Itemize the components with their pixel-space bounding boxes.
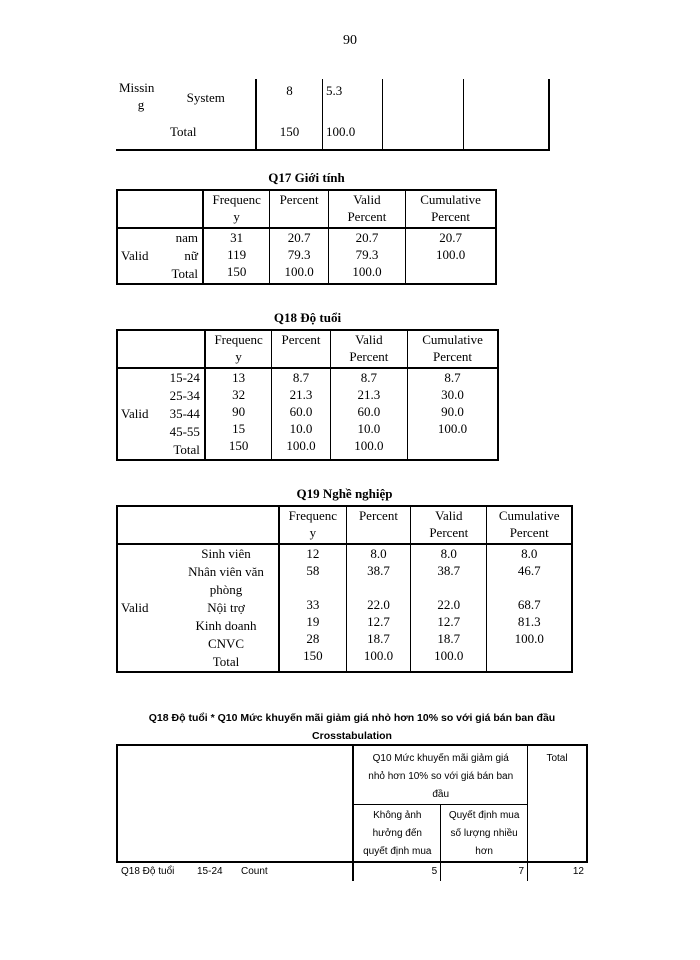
q17-cum-col: 20.7 100.0: [406, 228, 496, 284]
q18-title: Q18 Độ tuổi: [273, 310, 342, 325]
q18-table: [116, 329, 499, 461]
q19-freq-col: 12 58 33 19 28 150: [279, 544, 346, 672]
q19-table: [116, 505, 573, 673]
q19-header-percent: Percent: [346, 506, 411, 544]
crosstab-col2-header: Quyết định mua số lượng nhiều hơn: [441, 805, 528, 863]
crosstab-row-header: [117, 862, 353, 881]
q17-title: Q17 Giới tính: [268, 170, 345, 185]
crosstab-col1-header: Không ảnh hưởng đến quyết định mua: [353, 805, 440, 863]
crosstab-table: [116, 744, 588, 881]
q19-title: Q19 Nghề nghiệp: [296, 486, 393, 501]
q17-row-label: nam: [175, 230, 198, 245]
missing-label: Missin: [119, 80, 155, 95]
missing-table: [116, 79, 550, 151]
q18-row-label: 15-24: [169, 370, 200, 385]
q18-header-cumulative: Cumulative Percent: [408, 330, 498, 368]
q17-valid-label: Valid: [121, 248, 149, 263]
crosstab-subtitle: Crosstabulation: [312, 730, 392, 742]
q18-cum-col: 8.7 30.0 90.0 100.0: [408, 368, 498, 460]
page-number: 90: [343, 33, 357, 48]
system-pct: 5.3: [323, 79, 382, 123]
q17-pct-col: 20.7 79.3 100.0: [270, 228, 328, 284]
system-freq: 8: [256, 79, 323, 123]
q17-row-label: nữ: [184, 248, 198, 263]
crosstab-cell-total: 12: [528, 862, 587, 881]
q19-valid-label: Valid: [121, 600, 149, 615]
crosstab-cell: 5: [353, 862, 440, 881]
q19-header-valid-percent: Valid Percent: [411, 506, 487, 544]
q19-pct-col: 8.0 38.7 22.0 12.7 18.7 100.0: [346, 544, 411, 672]
missing-total-pct: 100.0: [323, 123, 382, 150]
crosstab-total-header: Total: [528, 745, 587, 862]
q17-freq-col: 31 119 150: [203, 228, 270, 284]
q18-header-percent: Percent: [272, 330, 330, 368]
q19-valid-col: 8.0 38.7 22.0 12.7 18.7 100.0: [411, 544, 487, 672]
q18-pct-col: 8.7 21.3 60.0 10.0 100.0: [272, 368, 330, 460]
crosstab-group-header: Q10 Mức khuyến mãi giảm giá nhỏ hơn 10% so với giá bán ban đầu: [353, 745, 527, 805]
q17-header-frequency: Frequenc y: [203, 190, 270, 228]
q18-row-label: 35-44: [169, 406, 200, 421]
missing-total-label: Total: [170, 124, 197, 139]
q18-freq-col: 13 32 90 15 150: [205, 368, 272, 460]
q18-row-label: Total: [173, 442, 200, 457]
q17-header-cumulative: Cumulative Percent: [406, 190, 496, 228]
q19-row-label: Total: [212, 654, 240, 669]
q17-table: [116, 189, 497, 285]
q17-row-label: Total: [171, 266, 198, 281]
crosstab-row-cat: 15-24: [197, 866, 223, 877]
q17-valid-col: 20.7 79.3 100.0: [328, 228, 405, 284]
q19-row-label: CNVC: [207, 636, 245, 651]
crosstab-row-stat: Count: [241, 866, 268, 877]
q19-row-label: Nội trợ: [207, 600, 245, 615]
q18-valid-label: Valid: [121, 406, 149, 421]
q19-header-frequency: Frequenc y: [279, 506, 346, 544]
q18-row-label: 45-55: [169, 424, 200, 439]
q18-header-valid-percent: Valid Percent: [330, 330, 407, 368]
q19-row-label: Nhân viên văn: [188, 564, 264, 579]
missing-label-cont: g: [137, 97, 145, 112]
crosstab-cell: 7: [441, 862, 528, 881]
q19-row-label-cont: phòng: [209, 582, 243, 597]
q19-header-cumulative: Cumulative Percent: [487, 506, 572, 544]
q18-row-label: 25-34: [169, 388, 200, 403]
q19-row-label: Sinh viên: [201, 546, 251, 561]
q19-cum-col: 8.0 46.7 68.7 81.3 100.0: [487, 544, 572, 672]
missing-total-freq: 150: [256, 123, 323, 150]
crosstab-row-var: Q18 Độ tuổi: [121, 866, 175, 877]
q17-header-percent: Percent: [270, 190, 328, 228]
crosstab-title: Q18 Độ tuổi * Q10 Mức khuyến mãi giảm giá nhỏ hơn 10% so với giá bán ban đầu: [148, 712, 556, 724]
q17-header-valid-percent: Valid Percent: [328, 190, 405, 228]
q19-row-label: Kinh doanh: [195, 618, 257, 633]
q18-header-frequency: Frequenc y: [205, 330, 272, 368]
system-label: System: [186, 90, 225, 105]
q18-valid-col: 8.7 21.3 60.0 10.0 100.0: [330, 368, 407, 460]
